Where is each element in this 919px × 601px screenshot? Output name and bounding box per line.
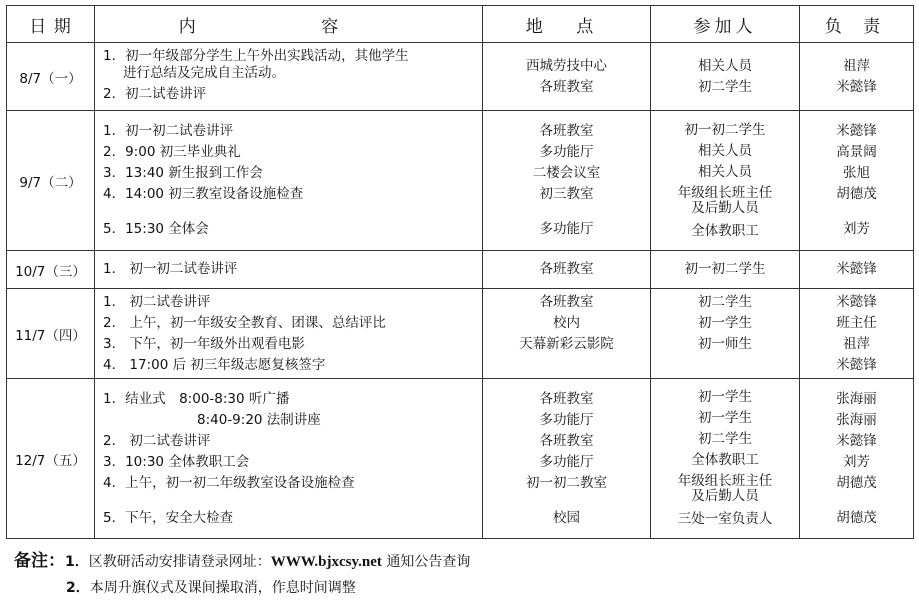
content-cell — [95, 379, 483, 539]
content-line: 1．初一年级部分学生上午外出实践活动，其他学生 — [103, 47, 409, 64]
content-line: 1．初一初二试卷讲评 — [103, 123, 234, 139]
place-line: 各班教室 — [539, 390, 594, 407]
content-line: 2． 初二试卷讲评 — [103, 432, 211, 449]
content-line: 3．13:40 新生报到工作会 — [103, 165, 263, 181]
content-line: 4．上午，初一初二年级教室设备设施检查 — [103, 474, 355, 491]
place-line: 校园 — [553, 509, 580, 526]
owner-line: 米懿锋 — [836, 123, 877, 139]
owner-line: 张海丽 — [836, 390, 877, 407]
owner-line: 米懿锋 — [836, 293, 877, 310]
owner-line: 米懿锋 — [836, 261, 877, 277]
people-cell — [651, 251, 800, 289]
place-cell — [483, 43, 651, 111]
weekly-schedule-table — [6, 5, 914, 539]
content-line: 4．14:00 初三教室设备设施检查 — [103, 186, 304, 202]
place-cell — [483, 379, 651, 539]
owner-line: 米懿锋 — [836, 356, 877, 373]
people-line: 相关人员 — [698, 163, 752, 180]
content-line: 1．结业式 8:00-8:30 听广播 — [103, 390, 290, 407]
header-place: 地 点 — [483, 6, 651, 43]
note-line-1 — [14, 548, 894, 574]
owner-line: 胡德茂 — [836, 186, 877, 202]
place-line: 各班教室 — [539, 261, 594, 277]
place-cell — [483, 111, 651, 251]
content-cell — [95, 43, 483, 111]
owner-line: 高景阔 — [836, 144, 877, 160]
note-number: 2． — [66, 580, 90, 596]
people-line: 初二学生 — [698, 293, 752, 310]
place-line: 多功能厅 — [539, 453, 594, 470]
owner-line: 班主任 — [836, 314, 877, 331]
owner-line: 米懿锋 — [836, 78, 877, 95]
content-line: 进行总结及完成自主活动。 — [123, 64, 285, 81]
owner-cell — [800, 379, 914, 539]
owner-cell — [800, 251, 914, 289]
owner-cell — [800, 111, 914, 251]
place-line: 天幕新彩云影院 — [519, 335, 614, 352]
header-content: 内 容 — [95, 6, 483, 43]
note-text: 通知公告查询 — [381, 554, 471, 570]
note-text: 本周升旗仪式及课间操取消，作息时间调整 — [89, 580, 356, 596]
place-line: 初一初二教室 — [526, 474, 607, 491]
people-line: 年级组长班主任及后勤人员 — [677, 184, 773, 216]
content-line: 3． 下午，初一年级外出观看电影 — [103, 335, 305, 352]
header-date: 日 期 — [7, 6, 95, 43]
note-number: 1． — [65, 554, 89, 570]
people-line: 三处一室负责人 — [677, 511, 773, 527]
people-line: 初一初二学生 — [684, 261, 766, 277]
owner-line: 祖萍 — [843, 57, 870, 74]
place-cell — [483, 251, 651, 289]
content-line: 5．15:30 全体会 — [103, 221, 209, 237]
people-line: 年级组长班主任及后勤人员 — [677, 473, 773, 504]
people-line: 初二学生 — [698, 78, 752, 95]
people-cell — [651, 289, 800, 379]
owner-line: 张旭 — [843, 165, 870, 181]
owner-line: 胡德茂 — [836, 509, 877, 526]
day-row-wed — [7, 251, 914, 289]
content-line: 1． 初一初二试卷讲评 — [103, 261, 238, 277]
day-row-tue — [7, 111, 914, 251]
content-cell — [95, 289, 483, 379]
people-line: 全体教职工 — [691, 452, 759, 468]
content-cell — [95, 111, 483, 251]
place-line: 初三教室 — [539, 186, 594, 202]
owner-line: 张海丽 — [836, 411, 877, 428]
date-cell: 9/7（二） — [7, 111, 95, 251]
day-row-fri — [7, 379, 914, 539]
place-line: 多功能厅 — [539, 411, 594, 428]
owner-line: 胡德茂 — [836, 474, 877, 491]
people-cell — [651, 379, 800, 539]
date-cell: 12/7（五） — [7, 379, 95, 539]
notes-section — [14, 548, 894, 600]
owner-line: 刘芳 — [843, 453, 870, 470]
people-line: 初二学生 — [698, 431, 752, 447]
place-line: 各班教室 — [539, 293, 594, 310]
day-row-mon — [7, 43, 914, 111]
place-line: 多功能厅 — [539, 144, 594, 160]
note-url: WWW.bjxcsy.net — [270, 554, 382, 570]
place-line: 各班教室 — [539, 78, 594, 95]
people-line: 相关人员 — [698, 142, 752, 159]
content-line: 2． 上午，初一年级安全教育、团课、总结评比 — [103, 314, 386, 331]
content-line: 1． 初二试卷讲评 — [103, 293, 211, 310]
day-row-thu — [7, 289, 914, 379]
place-line: 多功能厅 — [539, 221, 594, 237]
date-cell: 10/7（三） — [7, 251, 95, 289]
owner-line: 米懿锋 — [836, 432, 877, 449]
people-line: 初一学生 — [698, 389, 752, 405]
owner-line: 祖萍 — [843, 335, 870, 352]
header-owner: 负 责 — [800, 6, 914, 43]
content-line: 3．10:30 全体教职工会 — [103, 453, 250, 470]
owner-cell — [800, 289, 914, 379]
schedule-sheet — [6, 5, 913, 539]
date-cell: 8/7（一） — [7, 43, 95, 111]
place-cell — [483, 289, 651, 379]
place-line: 西城劳技中心 — [526, 57, 607, 74]
date-cell: 11/7（四） — [7, 289, 95, 379]
content-line: 4． 17:00 后 初三年级志愿复核签字 — [103, 356, 326, 373]
place-line: 各班教室 — [539, 123, 594, 139]
content-line: 2．初二试卷讲评 — [103, 85, 207, 102]
people-line: 相关人员 — [698, 57, 752, 74]
content-line: 5．下午，安全大检查 — [103, 509, 234, 526]
place-line: 各班教室 — [539, 432, 594, 449]
note-line-2 — [14, 574, 894, 600]
content-line: 8:40-9:20 法制讲座 — [197, 411, 321, 428]
header-people: 参加人 — [651, 6, 800, 43]
people-cell — [651, 111, 800, 251]
place-line: 二楼会议室 — [532, 165, 601, 181]
people-cell — [651, 43, 800, 111]
owner-line: 刘芳 — [843, 221, 870, 237]
place-line: 校内 — [553, 314, 580, 331]
people-line: 初一师生 — [698, 335, 752, 352]
owner-cell — [800, 43, 914, 111]
content-cell — [95, 251, 483, 289]
people-line: 全体教职工 — [691, 222, 759, 239]
people-line: 初一学生 — [698, 314, 752, 331]
note-text: 区教研活动安排请登录网址： — [88, 554, 271, 570]
content-line: 2．9:00 初三毕业典礼 — [103, 144, 241, 160]
people-line: 初一初二学生 — [684, 121, 766, 138]
header-row — [7, 6, 914, 43]
notes-label: 备注： — [14, 551, 65, 571]
people-line: 初一学生 — [698, 410, 752, 426]
